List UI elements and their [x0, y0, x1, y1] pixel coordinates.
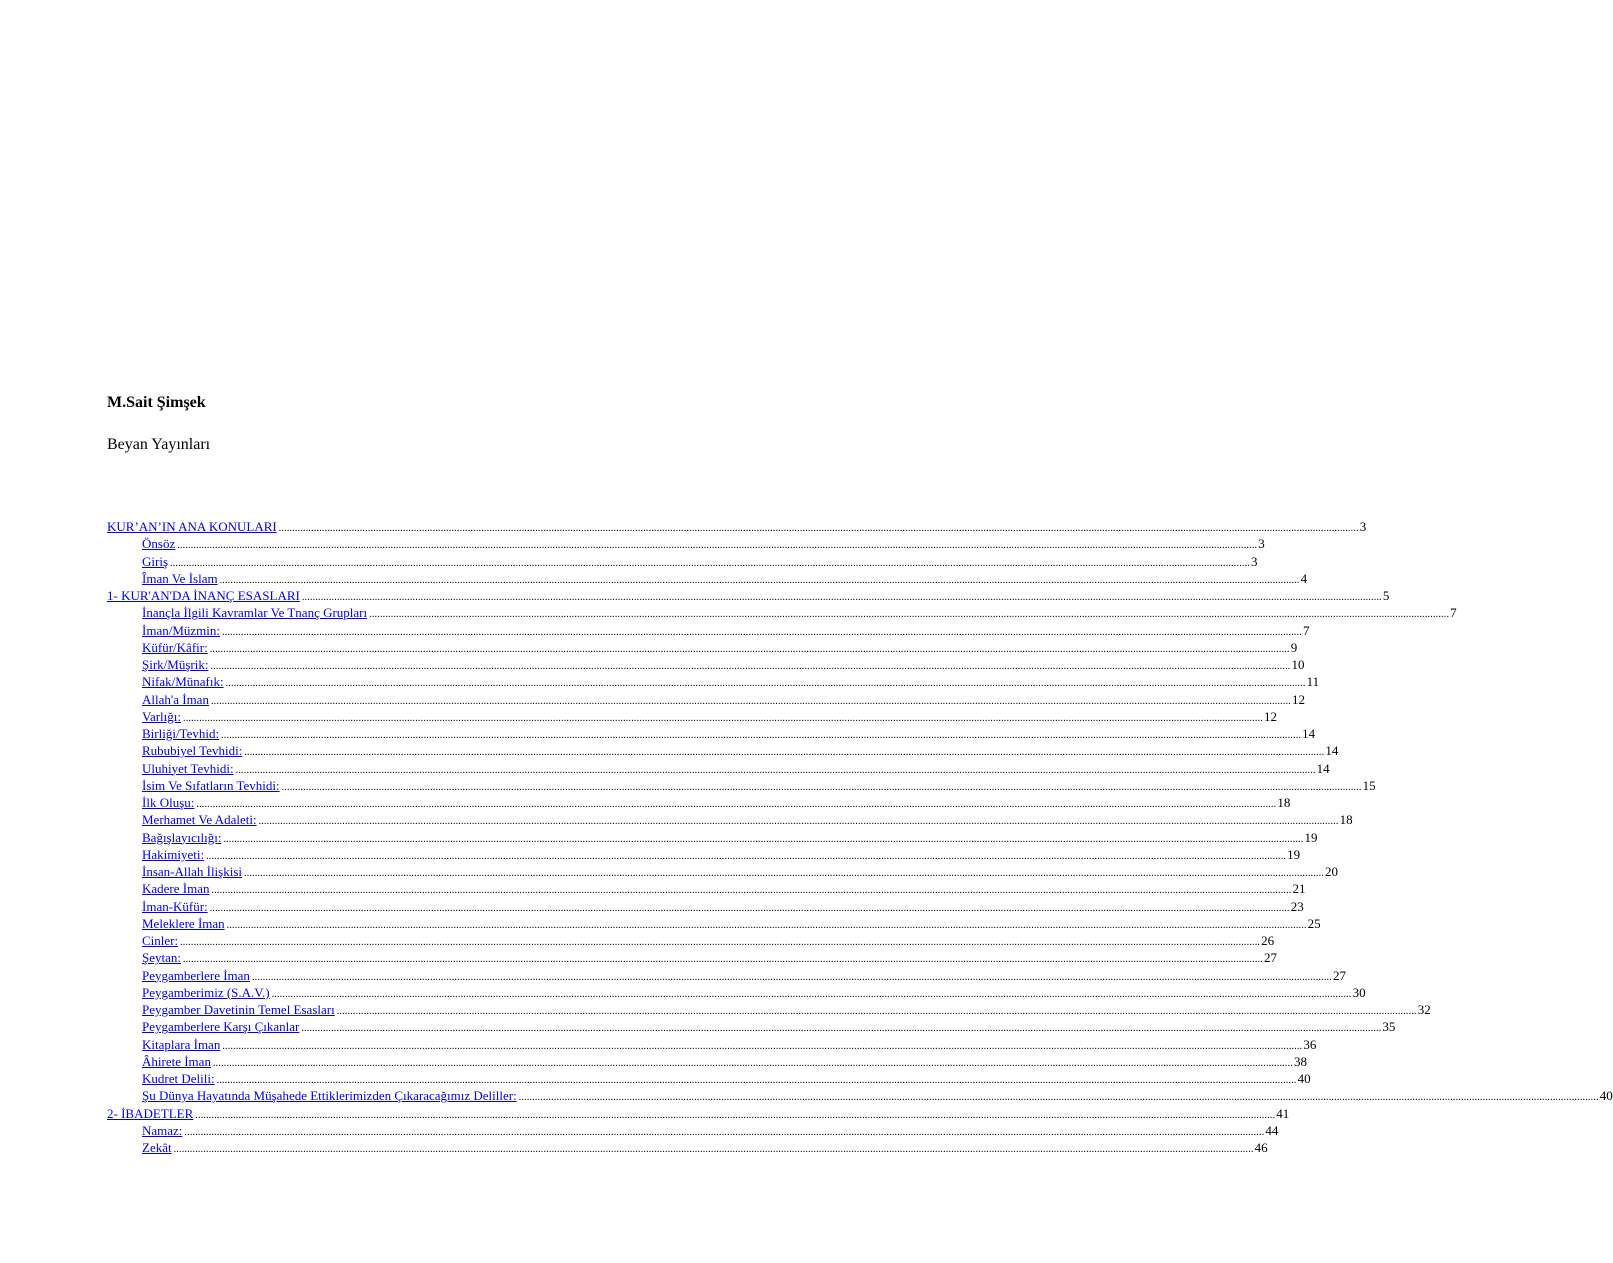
toc-entry — [107, 1087, 1613, 1104]
toc-entry — [107, 656, 1305, 673]
toc-dot-leader: ................................................................................................................................................................................................................................................................................................................................................................................................................ — [222, 626, 1302, 638]
toc-entry-link[interactable]: Uluhiyet Tevhidi: — [142, 760, 234, 776]
toc-entry — [107, 1139, 1268, 1156]
toc-dot-leader: ................................................................................................................................................................................................................................................................................................................................................................................................................ — [209, 643, 1290, 655]
toc-entry-link[interactable]: Namaz: — [142, 1122, 183, 1138]
toc-entry-link[interactable]: Önsöz — [142, 536, 176, 552]
toc-page-number: 9 — [1290, 639, 1298, 655]
toc-entry — [107, 587, 1390, 604]
toc-page-number: 3 — [1359, 519, 1367, 534]
toc-page-number: 14 — [1316, 760, 1330, 776]
toc-entry — [107, 846, 1301, 863]
toc-entry — [107, 915, 1321, 932]
toc-dot-leader: ................................................................................................................................................................................................................................................................................................................................................................................................................ — [235, 764, 1316, 776]
toc-entry — [107, 691, 1305, 708]
toc-entry-link[interactable]: Peygamber Davetinin Temel Esasları — [142, 1002, 335, 1017]
toc-dot-leader: ................................................................................................................................................................................................................................................................................................................................................................................................................ — [251, 971, 1332, 983]
toc-entry — [107, 967, 1346, 984]
toc-page-number: 15 — [1362, 777, 1376, 793]
toc-entry — [107, 742, 1339, 759]
toc-page-number: 3 — [1258, 536, 1265, 552]
toc-entry — [107, 794, 1291, 811]
toc-entry — [107, 1001, 1431, 1018]
toc-entry-link[interactable]: Peygamberlere İman — [142, 967, 250, 983]
toc-entry — [107, 898, 1304, 915]
toc-page-number: 27 — [1264, 950, 1277, 966]
toc-dot-leader: ................................................................................................................................................................................................................................................................................................................................................................................................................ — [336, 1006, 1417, 1017]
toc-page-number: 38 — [1293, 1053, 1307, 1069]
toc-entry-link[interactable]: Nifak/Münafık: — [142, 674, 224, 690]
toc-dot-leader: ................................................................................................................................................................................................................................................................................................................................................................................................................ — [271, 988, 1352, 1000]
toc-page-number: 25 — [1307, 915, 1321, 931]
toc-dot-leader: ................................................................................................................................................................................................................................................................................................................................................................................................................ — [206, 850, 1287, 862]
toc-dot-leader: ................................................................................................................................................................................................................................................................................................................................................................................................................ — [244, 747, 1325, 759]
toc-page-number: 41 — [1276, 1105, 1290, 1121]
toc-entry — [107, 1053, 1307, 1070]
toc-dot-leader: ................................................................................................................................................................................................................................................................................................................................................................................................................ — [210, 695, 1291, 707]
toc-dot-leader: ................................................................................................................................................................................................................................................................................................................................................................................................................ — [180, 937, 1261, 948]
author-name: M.Sait Şimşek — [107, 394, 206, 411]
toc-entry-link[interactable]: 1- KUR'AN'DA İNANÇ ESASLARI — [107, 588, 300, 603]
toc-page-number: 36 — [1303, 1036, 1317, 1052]
toc-dot-leader: ................................................................................................................................................................................................................................................................................................................................................................................................................ — [183, 712, 1263, 724]
toc-entry — [107, 1036, 1317, 1053]
toc-entry — [107, 984, 1366, 1001]
toc-entry-link[interactable]: Kudret Delili: — [142, 1071, 215, 1086]
toc-entry — [107, 553, 1258, 570]
toc-entry — [107, 622, 1310, 639]
toc-entry — [107, 949, 1277, 966]
toc-dot-leader: ................................................................................................................................................................................................................................................................................................................................................................................................................ — [219, 574, 1300, 586]
toc-page-number: 46 — [1254, 1140, 1268, 1155]
toc-entry-link[interactable]: Giriş — [142, 553, 168, 569]
toc-dot-leader: ................................................................................................................................................................................................................................................................................................................................................................................................................ — [223, 833, 1304, 845]
toc-dot-leader: ................................................................................................................................................................................................................................................................................................................................................................................................................ — [216, 1075, 1297, 1086]
toc-page-number: 5 — [1382, 588, 1390, 603]
toc-dot-leader: ................................................................................................................................................................................................................................................................................................................................................................................................................ — [258, 816, 1339, 828]
toc-page-number: 27 — [1332, 967, 1346, 983]
toc-page-number: 18 — [1339, 812, 1353, 828]
toc-page-number: 12 — [1264, 708, 1277, 724]
toc-entry — [107, 725, 1316, 742]
toc-page-number: 44 — [1265, 1122, 1279, 1138]
toc-page-number: 14 — [1302, 726, 1316, 741]
toc-page-number: 19 — [1287, 846, 1301, 862]
toc-entry-link[interactable]: İnsan-Allah İlişkisi — [142, 864, 243, 879]
toc-page-number: 7 — [1450, 605, 1457, 621]
toc-entry — [107, 518, 1367, 535]
toc-entry-link[interactable]: İlk Oluşu: — [142, 795, 195, 810]
toc-dot-leader: ................................................................................................................................................................................................................................................................................................................................................................................................................ — [183, 954, 1263, 966]
toc-dot-leader: ................................................................................................................................................................................................................................................................................................................................................................................................................ — [301, 1023, 1382, 1035]
toc-entry — [107, 1018, 1396, 1035]
toc-page-number: 32 — [1417, 1002, 1431, 1017]
toc-dot-leader: ................................................................................................................................................................................................................................................................................................................................................................................................................ — [222, 1040, 1303, 1052]
toc-dot-leader: ................................................................................................................................................................................................................................................................................................................................................................................................................ — [195, 1109, 1276, 1121]
toc-dot-leader: ................................................................................................................................................................................................................................................................................................................................................................................................................ — [196, 799, 1277, 810]
toc-entry-link[interactable]: KUR’AN’IN ANA KONULARI — [107, 519, 277, 534]
toc-entry-link[interactable]: İsim Ve Sıfatların Tevhidi: — [142, 777, 280, 793]
toc-page-number: 20 — [1325, 864, 1339, 879]
toc-entry-link[interactable]: İman/Müzmin: — [142, 622, 220, 638]
toc-dot-leader: ................................................................................................................................................................................................................................................................................................................................................................................................................ — [210, 661, 1291, 672]
toc-entry-link[interactable]: Birliği/Tevhid: — [142, 726, 220, 741]
toc-entry-link[interactable]: Hakimiyeti: — [142, 846, 205, 862]
toc-dot-leader: ................................................................................................................................................................................................................................................................................................................................................................................................................ — [518, 1092, 1599, 1104]
toc-entry-link[interactable]: İnançla İlgili Kavramlar Ve Tnanç Grupları — [142, 605, 368, 621]
toc-dot-leader: ................................................................................................................................................................................................................................................................................................................................................................................................................ — [170, 557, 1250, 569]
toc-dot-leader: ................................................................................................................................................................................................................................................................................................................................................................................................................ — [226, 919, 1307, 931]
toc-entry-link[interactable]: Merhamet Ve Adaleti: — [142, 812, 257, 828]
toc-entry — [107, 829, 1318, 846]
toc-page-number: 12 — [1291, 691, 1305, 707]
toc-entry-link[interactable]: Cinler: — [142, 933, 179, 948]
toc-dot-leader: ................................................................................................................................................................................................................................................................................................................................................................................................................ — [184, 1126, 1265, 1138]
toc-entry — [107, 639, 1298, 656]
toc-page-number: 18 — [1277, 795, 1291, 810]
toc-dot-leader: ................................................................................................................................................................................................................................................................................................................................................................................................................ — [212, 1057, 1293, 1069]
toc-dot-leader: ................................................................................................................................................................................................................................................................................................................................................................................................................ — [209, 902, 1290, 914]
toc-page-number: 11 — [1306, 674, 1320, 690]
toc-entry — [107, 777, 1376, 794]
toc-page-number: 19 — [1304, 829, 1318, 845]
toc-entry-link[interactable]: Şirk/Müşrik: — [142, 657, 209, 672]
toc-page-number: 40 — [1599, 1088, 1613, 1104]
toc-entry — [107, 863, 1339, 880]
toc-entry — [107, 932, 1275, 949]
toc-entry — [107, 1070, 1311, 1087]
toc-dot-leader: ................................................................................................................................................................................................................................................................................................................................................................................................................ — [369, 609, 1450, 621]
toc-entry-link[interactable]: Peygamberimiz (S.A.V.) — [142, 984, 270, 1000]
toc-entry — [107, 673, 1320, 690]
toc-page-number: 14 — [1325, 743, 1339, 759]
toc-page-number: 21 — [1292, 881, 1306, 897]
toc-entry — [107, 1122, 1279, 1139]
toc-dot-leader: ................................................................................................................................................................................................................................................................................................................................................................................................................ — [173, 1144, 1254, 1155]
toc-dot-leader: ................................................................................................................................................................................................................................................................................................................................................................................................................ — [278, 523, 1359, 534]
toc-dot-leader: ................................................................................................................................................................................................................................................................................................................................................................................................................ — [211, 885, 1292, 897]
toc-entry — [107, 1105, 1290, 1122]
toc-entry — [107, 811, 1353, 828]
toc-page-number: 40 — [1297, 1071, 1311, 1086]
toc-entry-link[interactable]: Âhirete İman — [142, 1053, 211, 1069]
toc-dot-leader: ................................................................................................................................................................................................................................................................................................................................................................................................................ — [221, 730, 1302, 741]
toc-entry — [107, 708, 1277, 725]
toc-page-number: 4 — [1300, 570, 1308, 586]
toc-entry-link[interactable]: Allah'a İman — [142, 691, 209, 707]
toc-entry-link[interactable]: Şeytan: — [142, 950, 181, 966]
toc-entry — [107, 880, 1306, 897]
toc-entry-link[interactable]: Bağışlayıcılığı: — [142, 829, 222, 845]
table-of-contents — [107, 518, 1613, 1156]
toc-entry-link[interactable]: Meleklere İman — [142, 915, 225, 931]
toc-entry — [107, 570, 1308, 587]
toc-page-number: 23 — [1290, 898, 1304, 914]
toc-entry-link[interactable]: Kadere İman — [142, 881, 210, 897]
toc-entry-link[interactable]: Kitaplara İman — [142, 1036, 221, 1052]
toc-page-number: 35 — [1382, 1019, 1396, 1035]
toc-dot-leader: ................................................................................................................................................................................................................................................................................................................................................................................................................ — [281, 781, 1362, 793]
publisher-name: Beyan Yayınları — [107, 436, 211, 453]
toc-entry-link[interactable]: 2- İBADETLER — [107, 1105, 194, 1121]
toc-page-number: 30 — [1352, 984, 1366, 1000]
toc-dot-leader: ................................................................................................................................................................................................................................................................................................................................................................................................................ — [301, 592, 1382, 603]
toc-dot-leader: ................................................................................................................................................................................................................................................................................................................................................................................................................ — [177, 540, 1258, 552]
toc-page-number: 7 — [1303, 622, 1310, 638]
toc-entry-link[interactable]: Zekât — [142, 1140, 172, 1155]
toc-entry-link[interactable]: Rububiyel Tevhidi: — [142, 743, 243, 759]
toc-entry-link[interactable]: Varlığı: — [142, 708, 181, 724]
toc-entry — [107, 760, 1330, 777]
toc-entry — [107, 535, 1265, 552]
toc-entry-link[interactable]: Îman Ve İslam — [142, 570, 218, 586]
toc-entry-link[interactable]: Şu Dünya Hayatında Müşahede Ettiklerimizden Çıkaracağımız Deliller: — [142, 1088, 517, 1104]
toc-dot-leader: ................................................................................................................................................................................................................................................................................................................................................................................................................ — [225, 678, 1306, 690]
toc-page-number: 10 — [1291, 657, 1305, 672]
toc-entry-link[interactable]: İman-Küfür: — [142, 898, 208, 914]
toc-entry — [107, 604, 1457, 621]
toc-entry-link[interactable]: Peygamberlere Karşı Çıkanlar — [142, 1019, 300, 1035]
toc-entry-link[interactable]: Küfür/Kâfir: — [142, 639, 208, 655]
toc-page-number: 26 — [1261, 933, 1275, 948]
toc-dot-leader: ................................................................................................................................................................................................................................................................................................................................................................................................................ — [244, 868, 1325, 879]
toc-page-number: 3 — [1251, 553, 1258, 569]
